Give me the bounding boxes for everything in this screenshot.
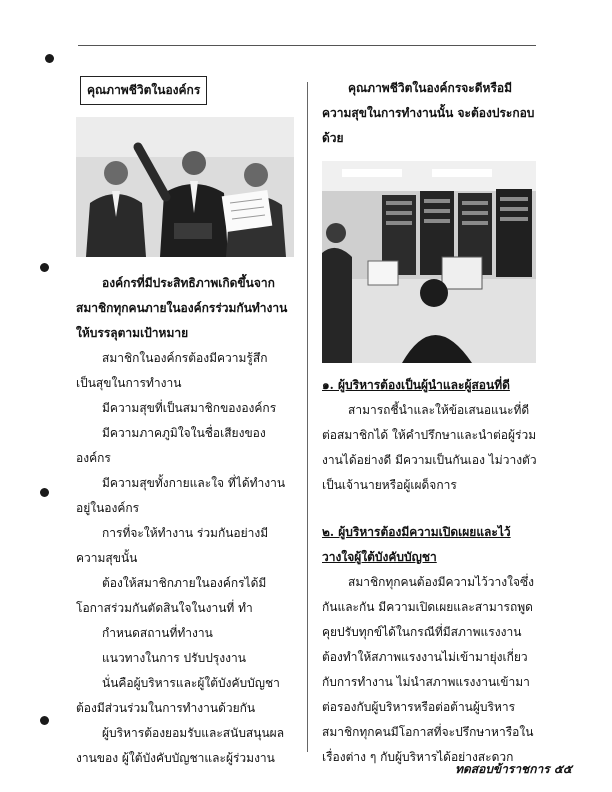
left-paragraph: มีความภาคภูมิใจในชื่อเสียงขององค์กร <box>76 426 266 465</box>
left-paragraph: นั่นคือผู้บริหารและผู้ใต้บังคับบัญชาต้องมีส่วนร่วมในการทำงานด้วยกัน <box>76 676 280 715</box>
left-paragraph: มีความสุขที่เป็นสมาชิกขององค์กร <box>102 401 277 415</box>
left-paragraph: กำหนดสถานที่ทำงาน <box>102 626 213 640</box>
binder-hole <box>40 716 49 725</box>
left-column <box>76 74 296 771</box>
left-paragraph: ต้องให้สมาชิกภายในองค์กรได้มีโอกาสร่วมกันตัดสินใจในงานที่ ทำ <box>76 576 267 615</box>
section-body-1: สามารถชี้นำและให้ข้อเสนอแนะที่ดีต่อสมาชิกได้ ให้คำปรึกษาและนำต่อผู้ร่วมงานได้อย่างดี มีความเป็นกันเอง ไม่วางตัวเป็นเจ้านายหรือผู้เผด็จการ <box>322 403 537 492</box>
left-paragraph: ผู้บริหารต้องยอมรับและสนับสนุนผลงานของ ผู้ใต้บังคับบัญชาและผู้ร่วมงาน <box>76 726 285 765</box>
section-heading-2: ๒. ผู้บริหารต้องมีความเปิดเผยและไว้วางใจผู้ใต้บังคับบัญชา <box>322 525 511 564</box>
left-paragraph: สมาชิกในองค์กรต้องมีความรู้สึกเป็นสุขในการทำงาน <box>76 351 268 390</box>
binder-hole <box>45 54 54 63</box>
business-people-photo <box>76 117 294 257</box>
left-body <box>76 271 296 771</box>
office-control-room-photo <box>322 161 536 363</box>
column-divider <box>307 82 308 752</box>
section-heading-1: ๑. ผู้บริหารต้องเป็นผู้นำและผู้สอนที่ดี <box>322 378 510 392</box>
intro-text: คุณภาพชีวิตในองค์กรจะดีหรือมีความสุขในการทำงานนั้น จะต้องประกอบด้วย <box>322 81 535 145</box>
section-title: คุณภาพชีวิตในองค์กร <box>80 76 207 105</box>
page-footer: ทดสอบข้าราชการ ๕๕ <box>455 762 572 776</box>
left-paragraph: มีความสุขทั้งกายและใจ ที่ได้ทำงานอยู่ในองค์กร <box>76 476 286 515</box>
left-paragraph: องค์กรที่มีประสิทธิภาพเกิดขึ้นจากสมาชิกทุกคนภายในองค์กรร่วมกันทำงานให้บรรลุตามเป้าหมาย <box>76 276 288 340</box>
left-paragraph: การที่จะให้ทำงาน ร่วมกันอย่างมีความสุขนั้น <box>76 526 269 565</box>
top-rule <box>78 45 536 46</box>
section-body-2: สมาชิกทุกคนต้องมีความไว้วางใจซึ่งกันและกัน มีความเปิดเผยและสามารถพูดคุยปรับทุกข์ได้ในกรณีที่มีสภาพแรงงาน ต้องทำให้สภาพแรงงานไม่เข้ามายุ่งเกี่ยวกับการทำงาน ไม่นำสภาพแรงงานเข้ามาต่อรองกับผู้บริหารหรือต่อต้านผู้บริหาร สมาชิกทุกคนมีโอกาสที่จะปรึกษาหารือในเรื่องต่าง ๆ กับผู้บริหารได้อย่างสะดวก <box>322 575 534 764</box>
left-paragraph: แนวทางในการ ปรับปรุงงาน <box>102 651 246 665</box>
binder-hole <box>40 488 49 497</box>
binder-hole <box>40 263 49 272</box>
right-column <box>322 74 540 770</box>
